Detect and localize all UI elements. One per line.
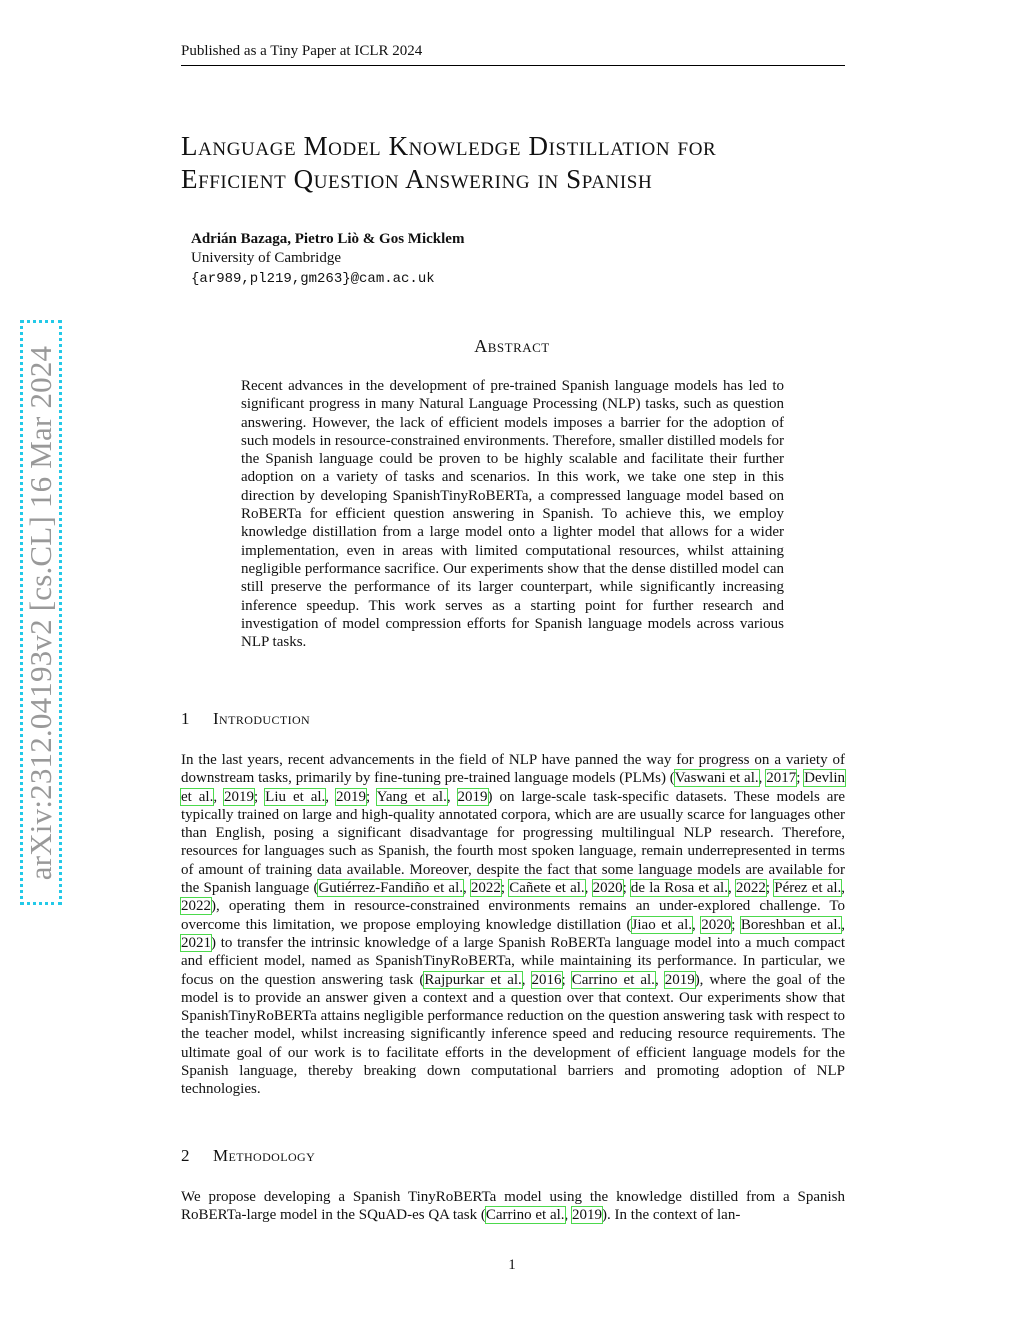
- text-run: In the last years, recent advancements in the field of NLP have panned the way for progress on a variety of downstream tasks, primarily by fine-tuning pre-trained language models (PLMs) (: [181, 752, 845, 787]
- header-rule: [181, 65, 845, 66]
- page-number: 1: [508, 1257, 516, 1273]
- citation-link[interactable]: de la Rosa et al.: [630, 880, 728, 897]
- section-1-heading: [181, 709, 310, 729]
- text-run: We propose developing a Spanish TinyRoBERTa model using the knowledge distilled from a Spanish RoBERTa-large model in the SQuAD-es QA task (: [181, 1189, 845, 1224]
- citation-link[interactable]: Jiao et al.: [631, 916, 692, 933]
- text-run: ;: [765, 880, 775, 897]
- text-run: ,: [841, 916, 845, 933]
- text-run: ). In the context of lan-: [602, 1207, 741, 1224]
- citation-link[interactable]: Vaswani et al.: [674, 770, 759, 787]
- text-run: ,: [584, 880, 593, 897]
- text-run: ;: [622, 880, 631, 897]
- citation-link[interactable]: 2017: [766, 770, 797, 787]
- text-run: ,: [325, 788, 336, 805]
- citation-link[interactable]: Gutiérrez-Fandiño et al.: [318, 880, 463, 897]
- text-run: ;: [731, 916, 741, 933]
- citation-link[interactable]: 2019: [224, 788, 255, 805]
- citation-link[interactable]: 2020: [701, 916, 732, 933]
- author-email: [191, 270, 435, 287]
- citation-link[interactable]: 2019: [336, 788, 366, 805]
- citation-link[interactable]: Boreshban et al.: [740, 916, 842, 933]
- text-run: ) to transfer the intrinsic knowledge of a large Spanish RoBERTa language model into a much compact and efficient model, named as SpanishTinyRoBERTa, while maintaining its performance. In particular, we focus on the question answering task (: [181, 934, 845, 988]
- arxiv-stamp[interactable]: [20, 320, 62, 905]
- running-header: Published as a Tiny Paper at ICLR 2024: [181, 43, 423, 59]
- citation-link[interactable]: 2019: [664, 971, 695, 988]
- text-run: ;: [561, 971, 572, 988]
- text-run: ,: [692, 916, 702, 933]
- citation-link[interactable]: Carrino et al.: [485, 1207, 565, 1224]
- citation-link[interactable]: Yang et al.: [376, 788, 447, 805]
- citation-link[interactable]: 2020: [592, 880, 623, 897]
- text-run: ;: [366, 788, 377, 805]
- abstract-body: Recent advances in the development of pre-trained Spanish language models has led to significant progress in many Natural Language Processing (NLP) tasks, such as question answering. However, the lack of efficient models imposes a barrier for the adoption of such models in resource-constrained environments. Therefore, smaller distilled models for the Spanish language could be proven to be highly scalable and facilitate their further adoption on a variety of tasks and scenarios. In this work, we take one step in this direction by developing SpanishTinyRoBERTa, a compressed language model based on RoBERTa for efficient question answering in Spanish. To achieve this, we employ knowledge distillation from a large model onto a lighter model that allows for a wider implementation, even in areas with limited computational resources, whilst attaining negligible performance sacrifice. Our experiments show that the dense distilled model can still preserve the performance of its larger counterpart, while significantly increasing inference speedup. This work serves as a starting point for further research and investigation of model compression efforts for Spanish language models across various NLP tasks.: [241, 378, 784, 651]
- text-run: ;: [500, 880, 510, 897]
- text-run: ;: [254, 788, 266, 805]
- text-run: ,: [564, 1207, 573, 1224]
- methodology-paragraph: [181, 1188, 845, 1225]
- title-line-2: Efficient Question Answering in Spanish: [181, 164, 653, 194]
- citation-link[interactable]: 2019: [572, 1207, 603, 1224]
- section-number: 2: [181, 1146, 190, 1165]
- citation-link[interactable]: 2021: [181, 934, 211, 951]
- citation-link[interactable]: 2016: [531, 971, 562, 988]
- title-line-1: Language Model Knowledge Distillation for: [181, 131, 717, 161]
- introduction-paragraph: [181, 751, 845, 1099]
- text-run: ,: [521, 971, 532, 988]
- citation-link[interactable]: 2022: [181, 898, 211, 915]
- citation-link[interactable]: Liu et al.: [265, 788, 326, 805]
- citation-link[interactable]: 2019: [457, 788, 488, 805]
- text-run: ), where the goal of the model is to provide an answer given a context and a question over that context. Our experiments show that SpanishTinyRoBERTa attains negligible performance reduction on the question answering task with respect to the teacher model, whilst increasing significantly inference speed and reducing resource requirements. The ultimate goal of our work is to facilitate efforts in the development of efficient language models for the Spanish language, thereby breaking down computational barriers and promoting adoption of NLP technologies.: [181, 971, 846, 1098]
- text-run: ) on large-scale task-specific datasets. These models are typically trained on large and high-quality annotated corpora, which are are usually scarce for languages other than English, posing a significant disadvantage for progressing multilingual NLP research. Therefore, resources for languages such as Spanish, the fourth most spoken language, remain underrepresented in terms of amount of training data available. Moreover, despite the fact that some language models are available for the Spanish language (: [181, 788, 846, 897]
- citation-link[interactable]: Carrino et al.: [571, 971, 655, 988]
- section-title: Introduction: [213, 709, 311, 728]
- paper-title: [181, 130, 851, 196]
- text-run: ,: [446, 788, 458, 805]
- citation-link[interactable]: 2022: [735, 880, 766, 897]
- citation-link[interactable]: Devlin et al.: [181, 770, 845, 805]
- arxiv-stamp-text: arXiv:2312.04193v2 [cs.CL] 16 Mar 2024: [23, 345, 58, 880]
- section-2-heading: [181, 1146, 315, 1166]
- section-title: Methodology: [213, 1146, 316, 1165]
- text-run: ,: [654, 971, 665, 988]
- section-number: 1: [181, 709, 190, 728]
- text-run: ;: [796, 770, 805, 787]
- email-text: {ar989,pl219,gm263}@cam.ac.uk: [191, 271, 435, 287]
- citation-link[interactable]: Cañete et al.: [509, 880, 585, 897]
- text-run: ,: [727, 880, 736, 897]
- citation-link[interactable]: 2022: [470, 880, 501, 897]
- author-affiliation: University of Cambridge: [191, 250, 341, 266]
- abstract-heading: Abstract: [474, 336, 550, 356]
- author-names: Adrián Bazaga, Pietro Liò & Gos Micklem: [191, 231, 465, 247]
- citation-link[interactable]: Rajpurkar et al.: [424, 971, 522, 988]
- text-run: ,: [463, 880, 471, 897]
- text-run: ,: [758, 770, 767, 787]
- text-run: ), operating them in resource-constrained environments remains an under-explored challenge. To overcome this limitation, we propose employing knowledge distillation (: [181, 898, 845, 933]
- text-run: ,: [841, 880, 846, 897]
- text-run: ,: [213, 788, 225, 805]
- citation-link[interactable]: Pérez et al.: [774, 880, 842, 897]
